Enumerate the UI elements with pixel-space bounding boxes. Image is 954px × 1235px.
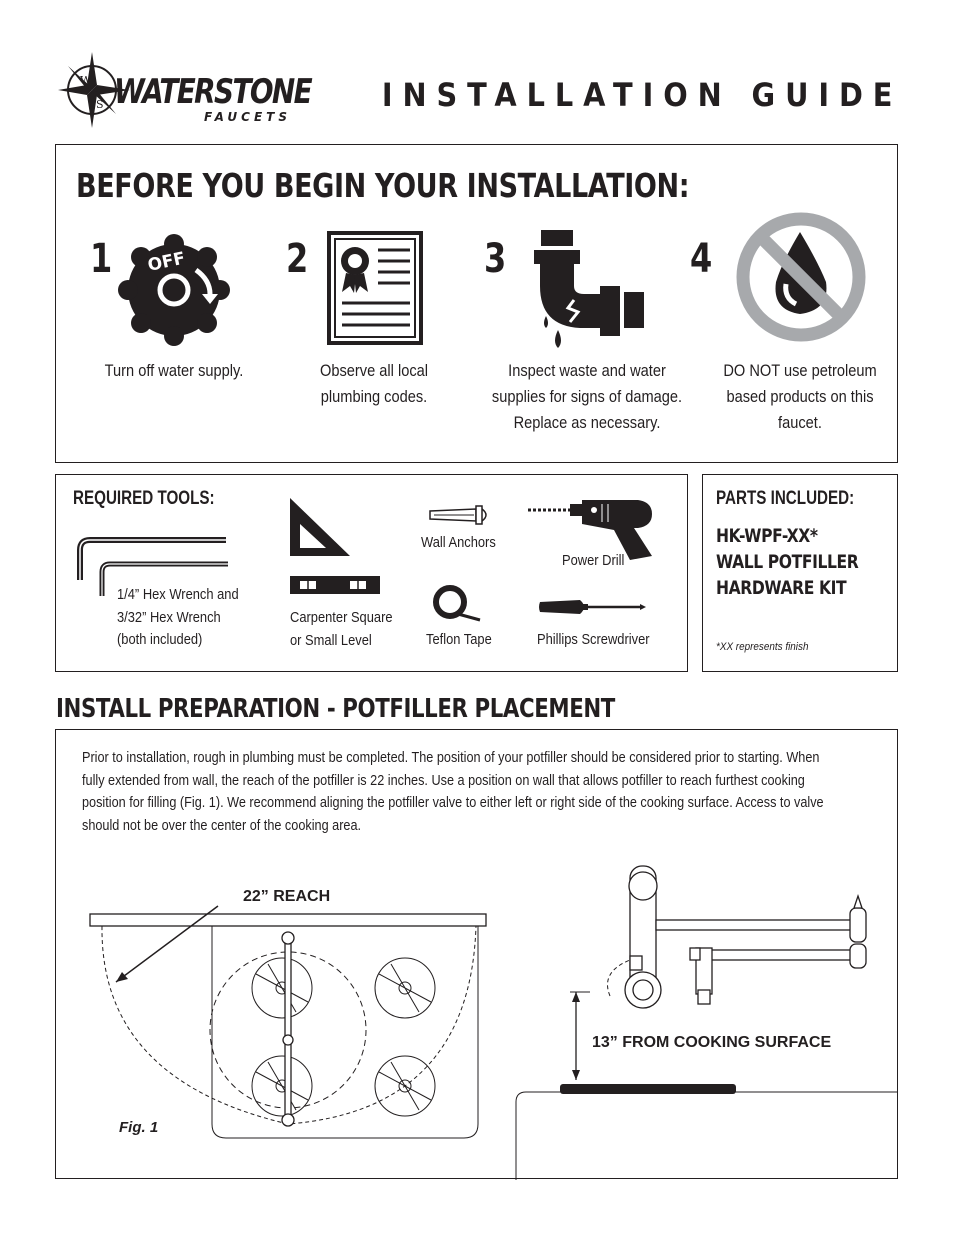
level-icon — [288, 574, 382, 596]
cooktop-reach-diagram — [60, 880, 500, 1150]
wall-anchors-label: Wall Anchors — [421, 534, 496, 551]
parts-title: PARTS INCLUDED: — [716, 488, 855, 509]
cracked-pipe-icon — [528, 228, 648, 356]
carpenter-square-icon — [286, 494, 354, 560]
brand-logo — [56, 50, 326, 132]
hex-wrench-label: 1/4” Hex Wrench and 3/32” Hex Wrench (both included) — [117, 586, 239, 648]
square-label: Carpenter Square or Small Level — [290, 609, 393, 649]
compass-w: W — [80, 74, 92, 87]
teflon-tape-icon — [432, 582, 484, 624]
kit-line: HARDWARE KIT — [716, 577, 847, 599]
prep-paragraph-line: fully extended from wall, the reach of the potfiller is 22 inches. Use a position on wall that allows potfiller to reach furthest cooking — [82, 772, 805, 789]
prep-paragraph-line: Prior to installation, rough in plumbing must be completed. The position of your potfiller should be considered prior to starting. When — [82, 749, 820, 766]
fig-label: Fig. 1 — [119, 1119, 159, 1136]
step-text: DO NOT use petroleum based products on this faucet. — [723, 361, 877, 432]
before-title: BEFORE YOU BEGIN YOUR INSTALLATION: — [76, 166, 690, 205]
wall-anchor-icon — [426, 505, 492, 525]
phillips-screwdriver-icon — [536, 596, 648, 618]
step-text: Turn off water supply. — [104, 361, 244, 380]
kit-line: HK-WPF-XX* — [716, 525, 818, 547]
step-number: 4 — [690, 236, 713, 282]
finish-note: *XX represents finish — [716, 641, 809, 653]
step-number: 1 — [90, 236, 113, 282]
prep-title: INSTALL PREPARATION - POTFILLER PLACEMENT — [56, 694, 615, 724]
step-number: 2 — [286, 236, 309, 282]
water-off-valve-icon — [118, 234, 230, 346]
brand-sub: FAUCETS — [204, 110, 291, 124]
off-label: OFF — [146, 248, 188, 276]
teflon-tape-label: Teflon Tape — [426, 631, 492, 648]
compass-s: S — [96, 98, 104, 111]
step-number: 3 — [484, 236, 507, 282]
page-title: INSTALLATION GUIDE — [381, 76, 902, 114]
step-text: Inspect waste and water supplies for signs of damage. Replace as necessary. — [491, 361, 683, 432]
height-label: 13” FROM COOKING SURFACE — [592, 1034, 832, 1051]
no-oil-icon — [734, 210, 868, 344]
tools-title: REQUIRED TOOLS: — [73, 488, 215, 509]
potfiller-side-diagram — [510, 856, 898, 1180]
reach-label: 22” REACH — [243, 888, 331, 905]
certificate-document-icon — [326, 230, 424, 346]
brand-name: WATERSTONE — [114, 72, 311, 112]
kit-line: WALL POTFILLER — [716, 551, 859, 573]
prep-paragraph-line: position for filling (Fig. 1). We recommend aligning the potfiller valve to either left or right side of the cooking surface. Access to valve — [82, 794, 824, 811]
prep-paragraph-line: should not be over the center of the cooking area. — [82, 817, 362, 834]
step-text: Observe all local plumbing codes. — [319, 361, 429, 406]
screwdriver-label: Phillips Screwdriver — [537, 631, 650, 648]
power-drill-label: Power Drill — [562, 552, 625, 569]
